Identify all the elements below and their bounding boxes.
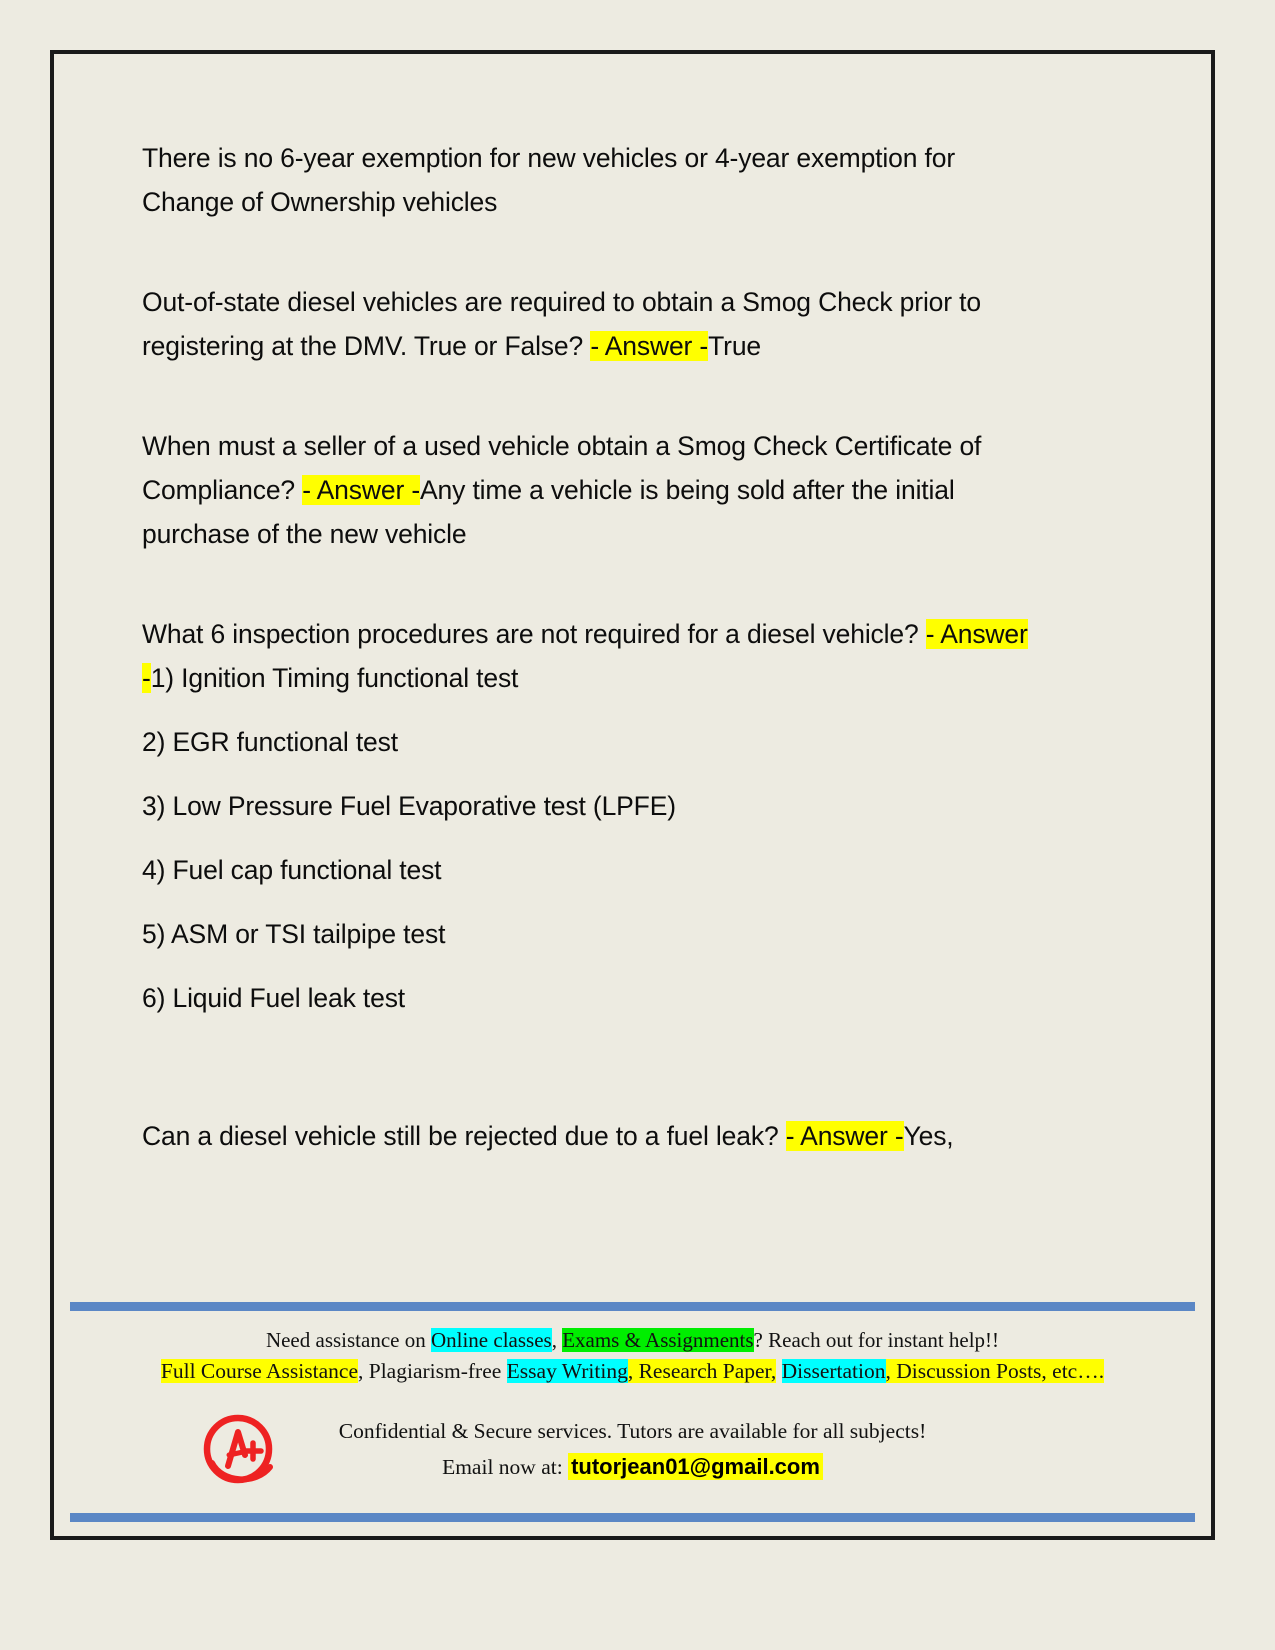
footer-text-segment: ,	[551, 1328, 563, 1352]
answer-text: Yes,	[903, 1121, 954, 1151]
highlight-online-classes: Online classes	[430, 1328, 552, 1352]
answer-text: True	[708, 331, 761, 361]
answer-tag: - Answer -	[302, 475, 421, 505]
footer-text-segment: ? Reach out for instant help!!	[753, 1328, 1000, 1352]
email-address[interactable]: tutorjean01@gmail.com	[568, 1453, 823, 1480]
question-text: When must a seller of a used vehicle obtain a Smog Check Certificate of Compliance?	[142, 431, 982, 505]
highlight-discussion-posts: , Discussion Posts, etc….	[885, 1359, 1105, 1383]
list-item-text: 5) ASM or TSI tailpipe test	[142, 919, 446, 949]
footer-line-services	[70, 1325, 1195, 1355]
answer-tag: - Answer -	[142, 619, 1028, 693]
footer-line-offerings	[70, 1355, 1195, 1387]
spacer	[142, 764, 1052, 784]
spacer	[142, 828, 1052, 848]
list-item	[142, 720, 1052, 764]
footer-contact-block	[70, 1405, 1195, 1501]
answer-tag: - Answer -	[590, 331, 709, 361]
spacer	[142, 892, 1052, 912]
highlight-research-paper: , Research Paper,	[627, 1359, 777, 1383]
question-text: What 6 inspection procedures are not required for a diesel vehicle?	[142, 619, 926, 649]
list-item-text: 4) Fuel cap functional test	[142, 855, 442, 885]
email-label: Email now at:	[442, 1455, 569, 1479]
highlight-exams-assignments: Exams & Assignments	[562, 1328, 754, 1352]
paragraph-no-exemption	[142, 136, 1052, 224]
spacer	[142, 1076, 1052, 1114]
highlight-full-course-assistance: Full Course Assistance	[160, 1359, 358, 1383]
list-item-text: 2) EGR functional test	[142, 727, 398, 757]
divider-top	[70, 1302, 1195, 1311]
spacer	[142, 956, 1052, 976]
paragraph-text: There is no 6-year exemption for new vehicles or 4-year exemption for Change of Ownership vehicles	[142, 143, 956, 217]
answer-tag: - Answer -	[785, 1121, 904, 1151]
list-item	[142, 912, 1052, 956]
promo-footer	[70, 1302, 1195, 1522]
a-plus-logo-icon	[198, 1411, 280, 1489]
list-item	[142, 848, 1052, 892]
document-page	[50, 50, 1215, 1540]
spacer	[142, 224, 1052, 280]
list-item-text: 3) Low Pressure Fuel Evaporative test (LPFE)	[142, 791, 676, 821]
list-item	[142, 976, 1052, 1020]
list-item	[142, 784, 1052, 828]
qa-six-procedures	[142, 612, 1052, 700]
highlight-essay-writing: Essay Writing	[506, 1359, 628, 1383]
footer-text-segment: Need assistance on	[265, 1328, 431, 1352]
spacer	[142, 556, 1052, 612]
answer-text: 1) Ignition Timing functional test	[150, 663, 519, 693]
footer-text-segment	[776, 1359, 781, 1383]
qa-fuel-leak	[142, 1114, 1052, 1158]
divider-bottom	[70, 1513, 1195, 1522]
answer-text: Any time a vehicle is being sold after the initial purchase of the new vehicle	[142, 475, 955, 549]
footer-text-segment: , Plagiarism-free	[358, 1359, 507, 1383]
highlight-dissertation: Dissertation	[781, 1359, 886, 1383]
question-text: Can a diesel vehicle still be rejected due to a fuel leak?	[142, 1121, 786, 1151]
confidential-text: Confidential & Secure services. Tutors are available for all subjects!	[338, 1419, 927, 1443]
question-text: Out-of-state diesel vehicles are required to obtain a Smog Check prior to registering at the DMV. True or False?	[142, 287, 981, 361]
spacer	[142, 1020, 1052, 1076]
qa-seller-certificate	[142, 424, 1052, 556]
list-item-text: 6) Liquid Fuel leak test	[142, 983, 406, 1013]
spacer	[142, 700, 1052, 720]
qa-out-of-state	[142, 280, 1052, 368]
document-body	[142, 136, 1052, 1158]
spacer	[142, 368, 1052, 424]
